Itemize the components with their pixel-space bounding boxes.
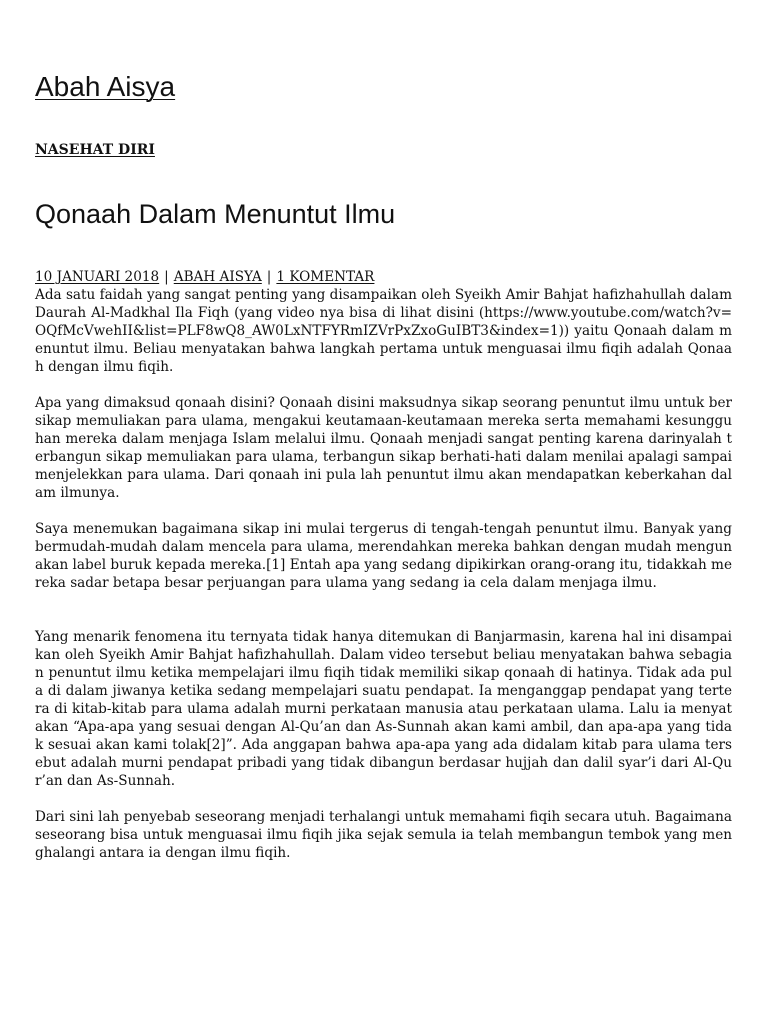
- post-date-link[interactable]: 10 JANUARI 2018: [35, 269, 160, 285]
- paragraph: Saya menemukan bagaimana sikap ini mulai tergerus di tengah-tengah penuntut ilmu. Banyak yang bermudah-mudah dalam mencela para ulama, merendahkan mereka bahkan dengan mudah mengunakan label buruk kepada mereka.[1] Entah apa yang sedang dipikirkan orang-orang itu, tidakkah mereka sadar betapa besar perjuangan para ulama yang sedang ia cela dalam menjaga ilmu.: [35, 521, 732, 591]
- post-title: Qonaah Dalam Menuntut Ilmu: [35, 199, 396, 229]
- paragraph: Ada satu faidah yang sangat penting yang disampaikan oleh Syeikh Amir Bahjat hafizhahullah dalam Daurah Al-Madkhal Ila Fiqh (yang video nya bisa di lihat disini (https://www.youtube.com/watch?v=OQfMcVwehII&list=PLF8wQ8_AW0LxNTFYRmIZVrPxZxoGuIBT3&index=1)) yaitu Qonaah dalam menuntut ilmu. Beliau menyatakan bahwa langkah pertama untuk menguasai ilmu fiqih adalah Qonaah dengan ilmu fiqih.: [35, 287, 732, 375]
- meta-separator: |: [266, 269, 272, 285]
- paragraph: Yang menarik fenomena itu ternyata tidak hanya ditemukan di Banjarmasin, karena hal ini disampaikan oleh Syeikh Amir Bahjat hafizhahullah. Dalam video tersebut beliau menyatakan bahwa sebagian penuntut ilmu ketika mempelajari ilmu fiqih tidak memiliki sikap qonaah di hatinya. Tidak ada pula di dalam jiwanya ketika sedang mempelajari suatu pendapat. Ia menganggap pendapat yang tertera di kitab-kitab para ulama adalah murni perkataan manusia atau perkataan ulama. Lalu ia menyatakan “Apa-apa yang sesuai dengan Al-Qu’an dan As-Sunnah akan kami ambil, dan apa-apa yang tidak sesuai akan kami tolak[2]”. Ada anggapan bahwa apa-apa yang ada didalam kitab para ulama tersebut adalah murni pendapat pribadi yang tidak dibangun berdasar hujjah dan dalil syar’i dari Al-Qur’an dan As-Sunnah.: [35, 629, 732, 789]
- post-meta: [35, 268, 732, 286]
- paragraph: Apa yang dimaksud qonaah disini? Qonaah disini maksudnya sikap seorang penuntut ilmu untuk bersikap memuliakan para ulama, mengakui keutamaan-keutamaan mereka serta memahami kesungguhan mereka dalam menjaga Islam melalui ilmu. Qonaah menjadi sangat penting karena darinyalah terbangun sikap memuliakan para ulama, terbangun sikap berhati-hati dalam menilai apalagi sampai menjelekkan para ulama. Dari qonaah ini pula lah penuntut ilmu akan mendapatkan keberkahan dalam ilmunya.: [35, 395, 732, 501]
- category-link[interactable]: NASEHAT DIRI: [35, 142, 155, 158]
- site-title-link[interactable]: Abah Aisya: [35, 71, 176, 102]
- author-link[interactable]: ABAH AISYA: [173, 269, 262, 285]
- post-content: [35, 268, 732, 880]
- comments-link[interactable]: 1 KOMENTAR: [276, 269, 375, 285]
- meta-separator: |: [164, 269, 169, 285]
- paragraph: Dari sini lah penyebab seseorang menjadi terhalangi untuk memahami fiqih secara utuh. Bagaimana seseorang bisa untuk menguasai ilmu fiqih jika sejak semula ia telah membangun tembok yang menghalangi antara ia dengan ilmu fiqih.: [35, 809, 732, 861]
